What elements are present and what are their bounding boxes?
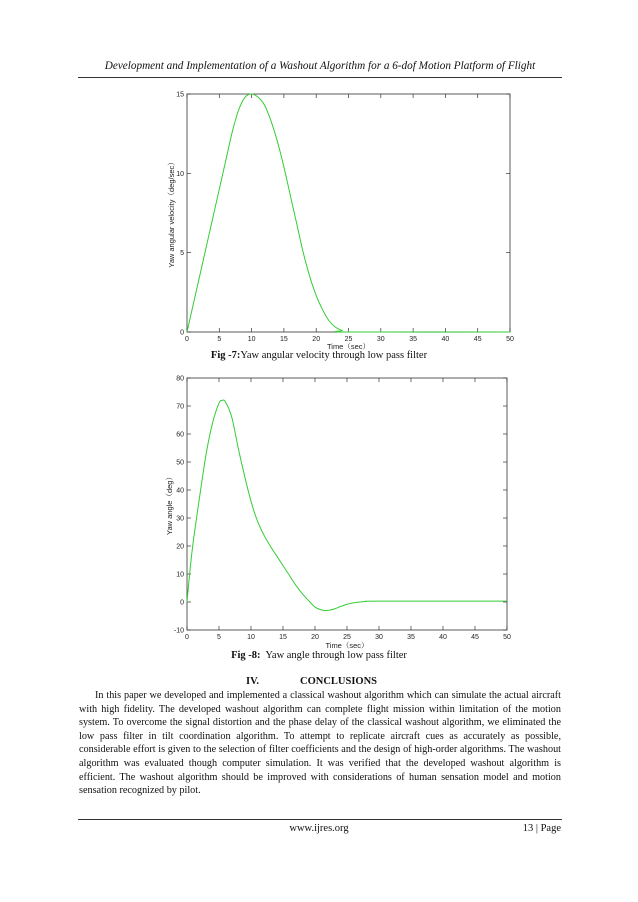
x-tick-label: 20 bbox=[312, 336, 321, 343]
x-tick-label: 5 bbox=[217, 336, 222, 343]
section-heading bbox=[246, 676, 377, 687]
conclusion-paragraph bbox=[79, 689, 561, 798]
x-axis-label: Time（sec） bbox=[326, 342, 371, 351]
y-tick-label: 0 bbox=[180, 599, 184, 607]
fig7-caption bbox=[0, 350, 638, 361]
y-tick-label: 40 bbox=[176, 487, 184, 495]
y-tick-label: 15 bbox=[176, 91, 184, 99]
y-tick-label: 50 bbox=[176, 459, 184, 467]
y-tick-label: 20 bbox=[176, 543, 184, 551]
x-tick-label: 50 bbox=[506, 336, 514, 343]
x-tick-label: 0 bbox=[185, 634, 189, 641]
fig7-chart bbox=[0, 84, 638, 352]
y-axis-label: Yaw angle（deg） bbox=[165, 473, 174, 535]
footer-url: www.ijres.org bbox=[289, 823, 349, 834]
x-axis-label: Time（sec） bbox=[325, 641, 369, 650]
x-tick-label: 50 bbox=[503, 634, 511, 641]
x-tick-label: 45 bbox=[473, 336, 482, 343]
y-tick-label: 5 bbox=[180, 250, 184, 258]
fig8-caption-text: Yaw angle through low pass filter bbox=[260, 650, 407, 661]
y-tick-label: 80 bbox=[176, 375, 184, 383]
x-tick-label: 30 bbox=[376, 336, 385, 343]
footer-rule bbox=[78, 819, 562, 820]
y-tick-label: 10 bbox=[176, 170, 184, 178]
fig7-caption-text: Yaw angular velocity through low pass filter bbox=[240, 350, 428, 361]
x-tick-label: 20 bbox=[311, 634, 319, 641]
x-tick-label: 35 bbox=[409, 336, 417, 343]
x-tick-label: 5 bbox=[217, 634, 221, 641]
x-tick-label: 10 bbox=[247, 336, 256, 343]
section-number: IV. bbox=[246, 676, 259, 687]
x-tick-label: 35 bbox=[407, 634, 415, 641]
x-tick-label: 40 bbox=[441, 336, 450, 343]
plot-frame bbox=[187, 378, 507, 630]
x-tick-label: 15 bbox=[279, 634, 287, 641]
x-tick-label: 30 bbox=[375, 634, 383, 641]
section-title: CONCLUSIONS bbox=[300, 676, 378, 687]
x-tick-label: 15 bbox=[280, 336, 288, 343]
running-header: Development and Implementation of a Washout Algorithm for a 6-dof Motion Platform of Flight bbox=[104, 60, 536, 72]
plot-frame bbox=[187, 94, 510, 332]
fig8-caption bbox=[0, 650, 638, 661]
x-tick-label: 0 bbox=[185, 336, 189, 343]
y-tick-label: 30 bbox=[176, 515, 184, 523]
header-rule bbox=[78, 77, 562, 78]
fig8-caption-label: Fig -8: bbox=[231, 650, 261, 661]
y-tick-label: 10 bbox=[176, 571, 184, 579]
series-line bbox=[187, 400, 507, 610]
y-tick-label: 0 bbox=[180, 329, 184, 337]
series-line bbox=[187, 94, 510, 332]
y-tick-label: -10 bbox=[173, 627, 184, 635]
fig8-chart bbox=[0, 368, 638, 650]
conclusion-text: In this paper we developed and implemented a classical washout algorithm which can simulate the actual aircraft with high fidelity. The developed washout algorithm can complete flight mission within limitation of the motion system. To overcome the signal distortion and the phase delay of the classical washout algorithm, we eliminated the low pass filter in tilt coordination algorithm. To attempt to replicate aircraft cues as accurately as possible, considerable effort is given to the selection of filter coefficients and the design of high-order algorithms. The washout algorithm was evaluated though computer simulation. It was verified that the developed washout algorithm is efficient. The washout algorithm should be improved with considerations of human sensation model and motion sensation recognized by pilot. bbox=[79, 690, 561, 797]
y-axis-label: Yaw angular velocity（deg/sec） bbox=[167, 158, 176, 268]
x-tick-label: 10 bbox=[247, 634, 255, 641]
x-tick-label: 25 bbox=[343, 634, 351, 641]
y-tick-label: 60 bbox=[176, 431, 184, 439]
fig7-caption-label: Fig -7: bbox=[210, 350, 241, 361]
x-tick-label: 25 bbox=[344, 336, 353, 343]
x-tick-label: 45 bbox=[471, 634, 479, 641]
x-tick-label: 40 bbox=[439, 634, 447, 641]
y-tick-label: 70 bbox=[176, 403, 184, 411]
footer-page-number: 13 | Page bbox=[522, 823, 561, 834]
